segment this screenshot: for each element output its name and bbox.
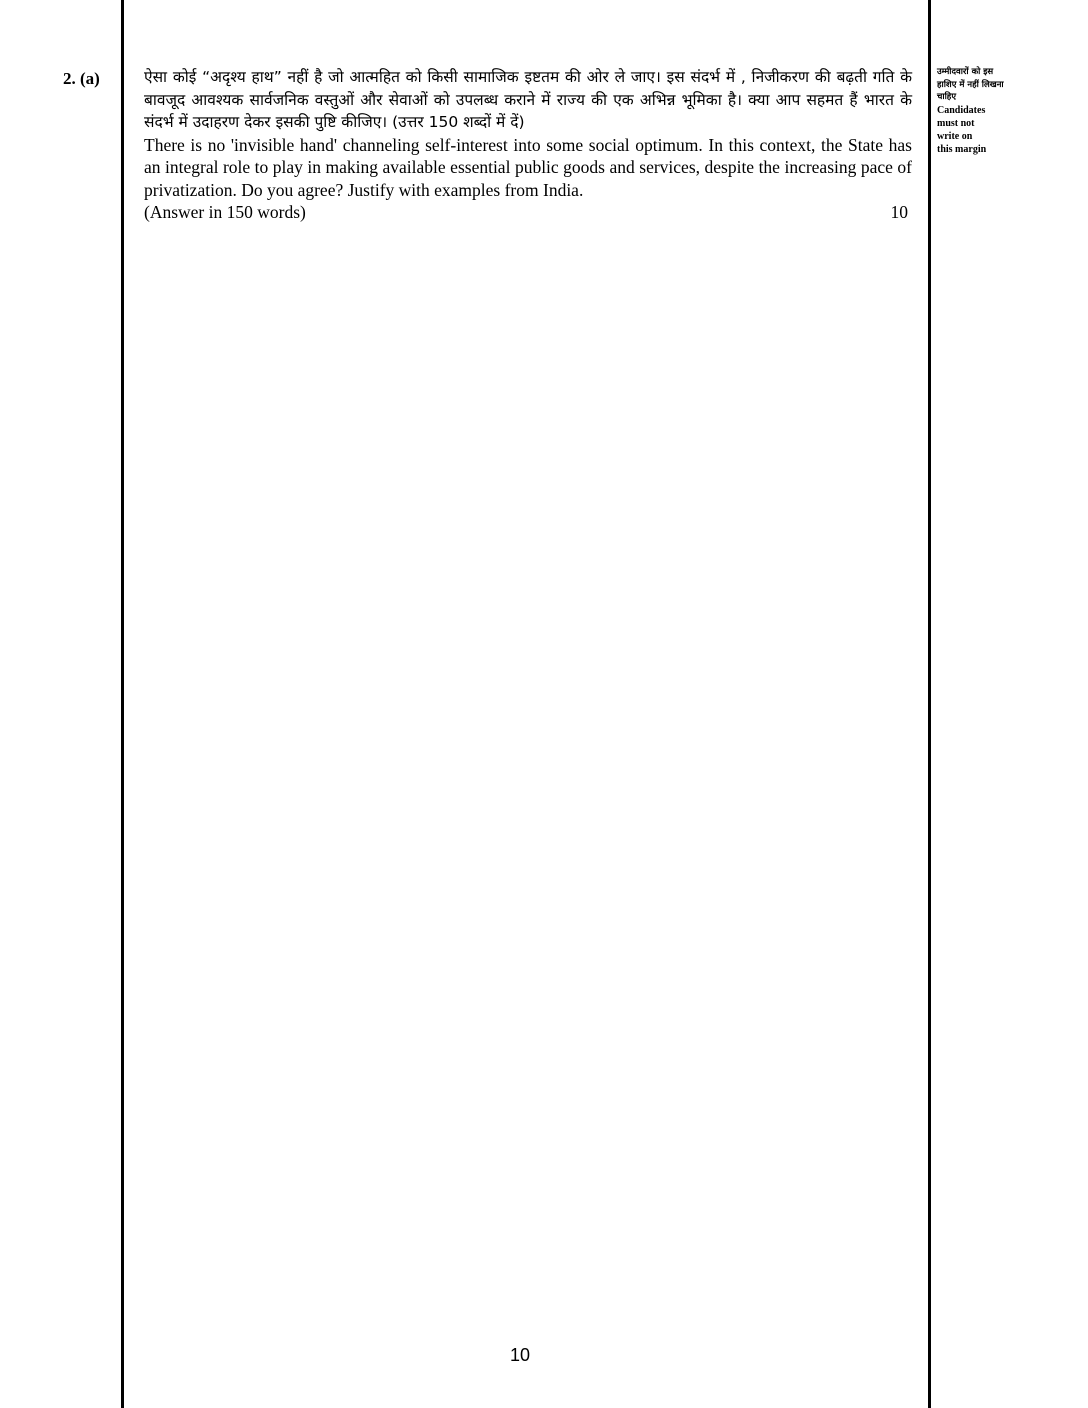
marks: 10 bbox=[890, 202, 908, 222]
left-margin-rule bbox=[121, 0, 124, 1408]
margin-note-english-line: this margin bbox=[937, 143, 987, 155]
question-block bbox=[144, 66, 912, 224]
word-limit: (Answer in 150 words) bbox=[144, 202, 306, 222]
question-text-hindi: ऐसा कोई “अदृश्य हाथ” नहीं है जो आत्महित को किसी सामाजिक इष्टतम की ओर ले जाए। इस संदर्भ में , निजीकरण की बढ़ती गति के बावजूद आवश्यक सार्वजनिक वस्तुओं और सेवाओं को उपलब्ध कराने में राज्य की एक अभिन्न भूमिका है। क्या आप सहमत हैं भारत के संदर्भ में उदाहरण देकर इसकी पुष्टि कीजिए। (उत्तर 150 शब्दों में दें) bbox=[144, 68, 912, 131]
question-text-english: There is no 'invisible hand' channeling self-interest into some social optimum. In this context, the State has an integral role to play in making available essential public goods and services, despite the increasing pace of privatization. Do you agree? Justify with examples from India. bbox=[144, 134, 912, 200]
margin-note-hindi: उम्मीदवारों को इस हाशिए में नहीं लिखना चाहिए bbox=[937, 67, 1004, 102]
page-number: 10 bbox=[509, 1345, 531, 1365]
margin-note bbox=[937, 66, 1011, 156]
question-footer-line bbox=[144, 201, 912, 224]
right-margin-rule bbox=[928, 0, 931, 1408]
margin-note-english-line: Candidates bbox=[937, 104, 986, 116]
margin-note-english-line: must not bbox=[937, 117, 975, 129]
margin-note-english-line: write on bbox=[937, 130, 973, 142]
question-number: 2. (a) bbox=[63, 69, 100, 88]
